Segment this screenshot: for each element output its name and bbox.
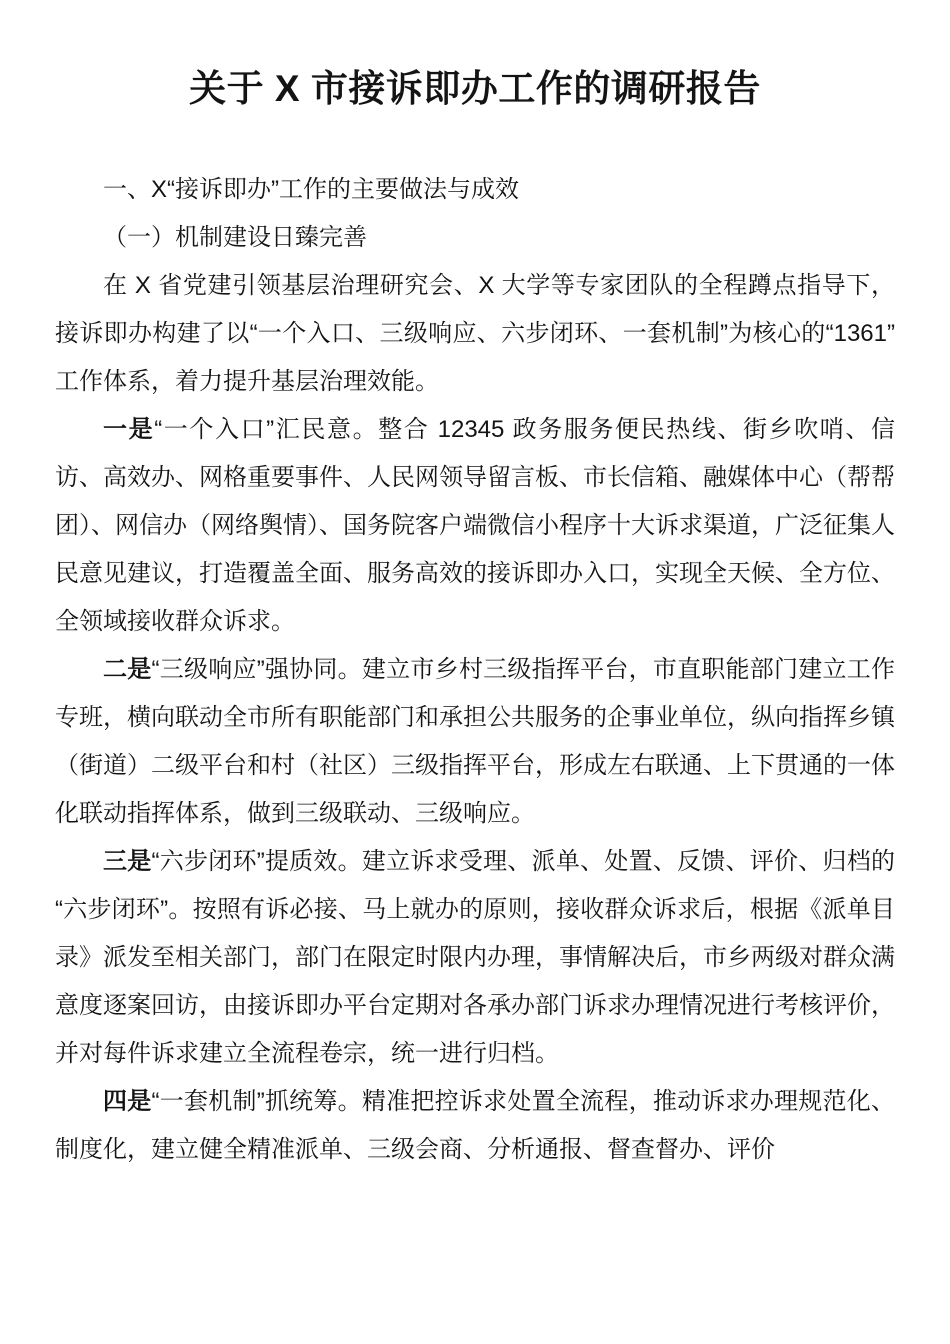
paragraph-lead: 四是 [103,1088,152,1115]
paragraph-lead: 三是 [103,848,152,875]
body-paragraph-point-3 [55,838,895,1078]
paragraph-text: 在 X 省党建引领基层治理研究会、X 大学等专家团队的全程蹲点指导下，接诉即办构建了以“一个入口、三级响应、六步闭环、一套机制”为核心的“1361”工作体系，着力提升基层治理效能。 [55,272,895,395]
body-paragraph-point-2 [55,646,895,838]
paragraph-text: “一套机制”抓统筹。精准把控诉求处置全流程，推动诉求办理规范化、制度化，建立健全精准派单、三级会商、分析通报、督查督办、评价 [55,1088,896,1163]
section-heading-1: 一、X“接诉即办”工作的主要做法与成效 [103,176,519,203]
paragraph-lead: 二是 [103,656,152,683]
paragraph-lead: 一是 [103,416,155,443]
body-paragraph-intro [55,262,895,406]
body-paragraph-point-4 [55,1078,895,1174]
document-body [55,166,895,1174]
paragraph-text: “六步闭环”提质效。建立诉求受理、派单、处置、反馈、评价、归档的“六步闭环”。按照有诉必接、马上就办的原则，接收群众诉求后，根据《派单目录》派发至相关部门，部门在限定时限内办理，事情解决后，市乡两级对群众满意度逐案回访，由接诉即办平台定期对各承办部门诉求办理情况进行考核评价，并对每件诉求建立全流程卷宗，统一进行归档。 [55,848,896,1067]
page-title: 关于 X 市接诉即办工作的调研报告 [189,68,761,109]
paragraph-text: “一个入口”汇民意。整合 12345 政务服务便民热线、街乡吹哨、信访、高效办、网格重要事件、人民网领导留言板、市长信箱、融媒体中心（帮帮团）、网信办（网络舆情）、国务院客户端微信小程序十大诉求渠道，广泛征集人民意见建议，打造覆盖全面、服务高效的接诉即办入口，实现全天候、全方位、全领域接收群众诉求。 [55,416,896,635]
paragraph-text: “三级响应”强协同。建立市乡村三级指挥平台，市直职能部门建立工作专班，横向联动全市所有职能部门和承担公共服务的企事业单位，纵向指挥乡镇（街道）二级平台和村（社区）三级指挥平台，形成左右联通、上下贯通的一体化联动指挥体系，做到三级联动、三级响应。 [55,656,896,827]
sub-section-heading-1-1: （一）机制建设日臻完善 [103,224,367,251]
body-paragraph-point-1 [55,406,895,646]
